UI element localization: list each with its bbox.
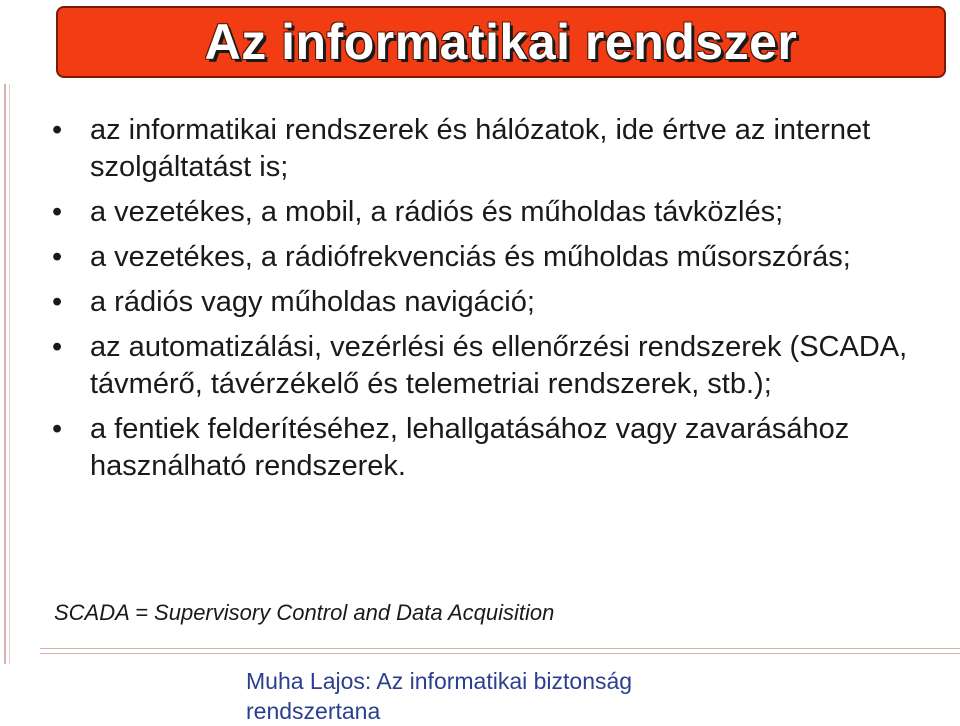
page-title: Az informatikai rendszer	[204, 14, 798, 70]
bullet-item	[50, 112, 940, 186]
bullet-icon: •	[52, 114, 63, 146]
bullet-item	[50, 284, 940, 321]
bullet-item	[50, 194, 940, 231]
bullet-icon: •	[52, 413, 63, 445]
bullet-icon: •	[52, 241, 63, 273]
bullet-list	[50, 112, 940, 493]
bullet-text: az informatikai rendszerek és hálózatok, ide értve az internet szolgáltatást is;	[90, 114, 871, 183]
bullet-text: az automatizálási, vezérlési és ellenőrzési rendszerek (SCADA, távmérő, távérzékelő és telemetriai rendszerek, stb.);	[90, 331, 908, 400]
footer-divider-top	[40, 648, 960, 649]
bullet-item	[50, 411, 940, 485]
left-divider-inner	[9, 84, 10, 664]
bullet-text: a rádiós vagy műholdas navigáció;	[90, 286, 535, 318]
bullet-text: a fentiek felderítéséhez, lehallgatásához vagy zavarásához használható rendszerek.	[90, 413, 850, 482]
bullet-icon: •	[52, 286, 63, 318]
footer-credit: Muha Lajos: Az informatikai biztonság rendszertana	[246, 668, 633, 724]
title-banner	[56, 6, 946, 78]
bullet-icon: •	[52, 196, 63, 228]
left-divider	[4, 84, 6, 664]
bullet-text: a vezetékes, a rádiófrekvenciás és műholdas műsorszórás;	[90, 241, 851, 273]
bullet-item	[50, 329, 940, 403]
bullet-text: a vezetékes, a mobil, a rádiós és műholdas távközlés;	[90, 196, 784, 228]
scada-footnote: SCADA = Supervisory Control and Data Acquisition	[54, 600, 555, 625]
bullet-item	[50, 239, 940, 276]
bullet-icon: •	[52, 331, 63, 363]
footer-divider-bottom	[40, 653, 960, 654]
